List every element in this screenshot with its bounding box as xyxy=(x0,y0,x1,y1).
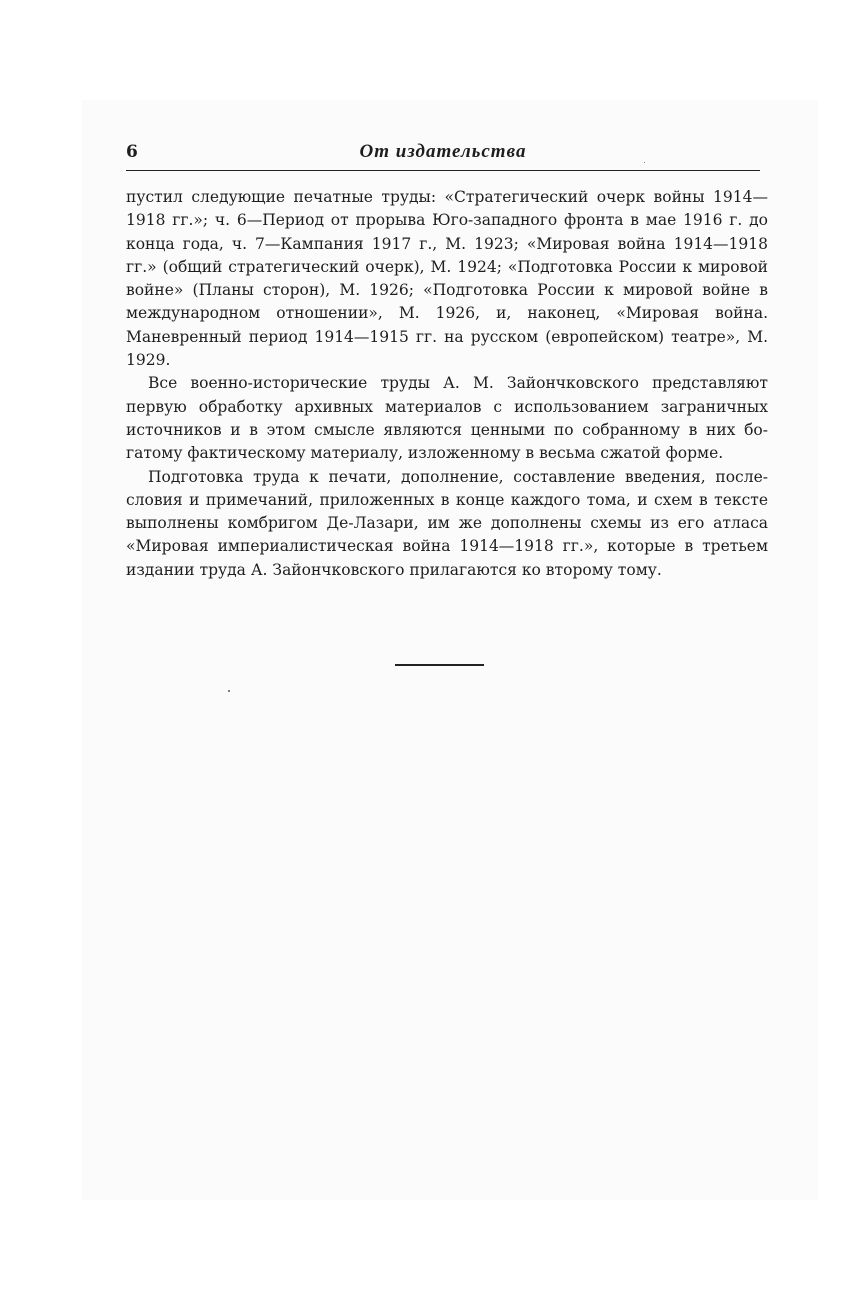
print-speck xyxy=(644,162,645,163)
page-header xyxy=(126,140,760,168)
paragraph-2: Все военно-исторические труды А. М. Зайончковского представляют первую обработку архивных материалов с использованием заграничных источников и в этом смысле являются ценными по собранному в них богатому фактическому материалу, изложенному в весьма сжатой форме. xyxy=(126,374,768,463)
paragraph-3: Подготовка труда к печати, дополнение, составление введения, послесловия и примечаний, приложенных в конце каждого тома, и схем в тексте выполнены комбригом Де-Лазари, им же дополнены схемы из его атласа «Мировая империалистическая война 1914—1918 гг.», которые в третьем издании труда А. Зайончковского прилагаются ко второму тому. xyxy=(126,467,768,579)
print-speck xyxy=(228,690,230,692)
running-head: От издательства xyxy=(359,141,527,162)
header-rule xyxy=(126,170,760,171)
end-rule xyxy=(395,664,484,666)
body-text xyxy=(126,186,768,582)
paragraph-1: пустил следующие печатные труды: «Стратегический очерк войны 1914—1918 гг.»; ч. 6—Период от прорыва Юго-западного фронта в мае 1916 г. до конца года, ч. 7—Кампания 1917 г., М. 1923; «Мировая война 1914—1918 гг.» (общий стратегический очерк), М. 1924; «Подготовка России к мировой войне» (Планы сторон), М. 1926; «Подготовка России к мировой войне в международном отношении», М. 1926, и, наконец, «Мировая война. Маневренный период 1914—1915 гг. на русском (европейском) театре», М. 1929. xyxy=(126,188,768,370)
page-number: 6 xyxy=(126,142,138,162)
